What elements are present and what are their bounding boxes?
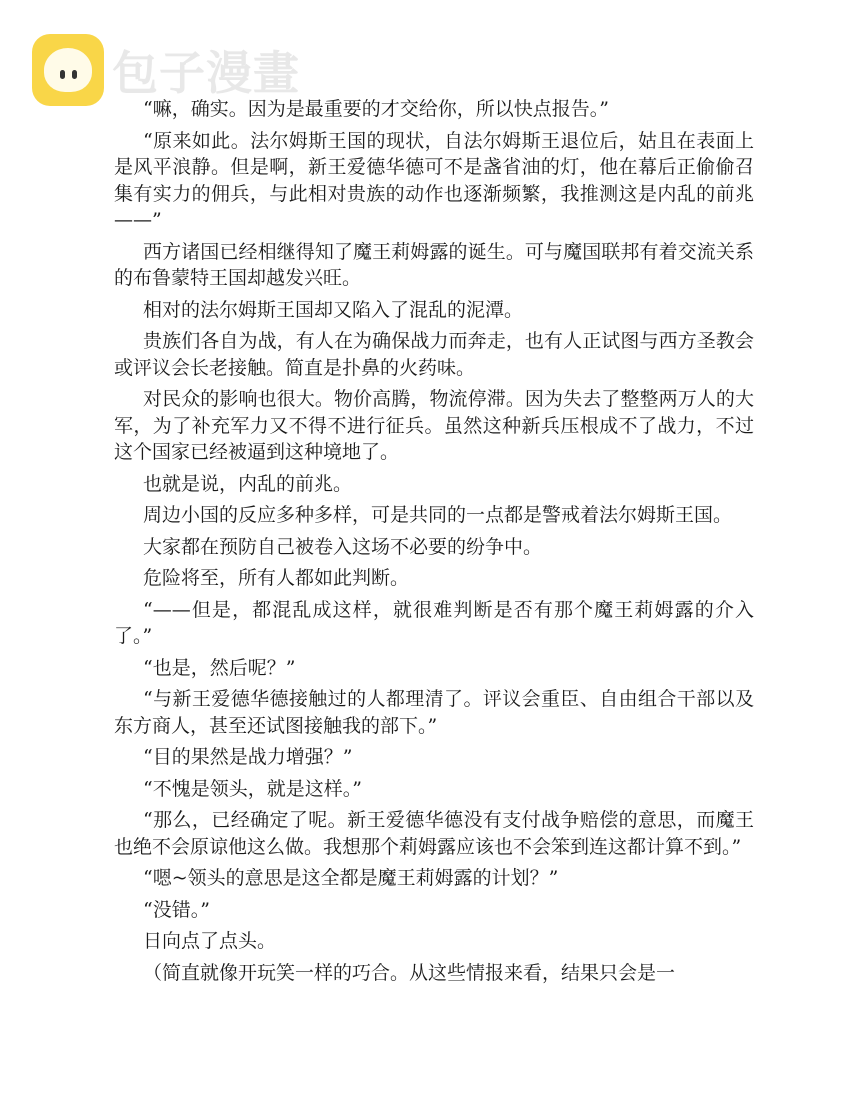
paragraph: 大家都在预防自己被卷入这场不必要的纷争中。 <box>143 535 543 558</box>
page-body <box>114 96 754 991</box>
paragraph: “嗯~领头的意思是这全都是魔王莉姆露的计划？” <box>143 867 559 889</box>
paragraph: 也就是说，内乱的前兆。 <box>143 472 353 495</box>
paragraph: “与新王爱德华德接触过的人都理清了。评议会重臣、自由组合干部以及东方商人，甚至还试图接触我的部下。” <box>114 688 754 737</box>
paragraph: “不愧是领头，就是这样。” <box>143 777 362 800</box>
paragraph: “也是，然后呢？” <box>143 656 296 679</box>
logo-eye-left <box>60 70 65 79</box>
paragraph: “——但是，都混乱成这样，就很难判断是否有那个魔王莉姆露的介入了。” <box>114 598 754 647</box>
paragraph: 周边小国的反应多种多样，可是共同的一点都是警戒着法尔姆斯王国。 <box>143 504 733 526</box>
logo-eye-right <box>72 70 77 79</box>
bun-logo-icon <box>32 34 104 106</box>
paragraph: 西方诸国已经相继得知了魔王莉姆露的诞生。可与魔国联邦有着交流关系的布鲁蒙特王国却越发兴旺。 <box>114 240 754 289</box>
paragraph: 危险将至，所有人都如此判断。 <box>143 567 410 589</box>
paragraph: “原来如此。法尔姆斯王国的现状，自法尔姆斯王退位后，姑且在表面上是风平浪静。但是啊，新王爱德华德可不是盏省油的灯，他在幕后正偷偷召集有实力的佣兵，与此相对贵族的动作也逐渐频繁，我推测这是内乱的前兆——” <box>114 129 754 231</box>
paragraph: “没错。” <box>143 898 210 921</box>
paragraph: 贵族们各自为战，有人在为确保战力而奔走，也有人正试图与西方圣教会或评议会长老接触。简直是扑鼻的火药味。 <box>114 330 754 379</box>
paragraph: “目的果然是战力增强？” <box>143 746 353 768</box>
paragraph: 对民众的影响也很大。物价高腾，物流停滞。因为失去了整整两万人的大军，为了补充军力又不得不进行征兵。虽然这种新兵压根成不了战力，不过这个国家已经被逼到这种境地了。 <box>114 388 754 463</box>
watermark-text: 包子漫畫 <box>112 46 300 100</box>
bun-shape <box>44 48 92 92</box>
paragraph: （简直就像开玩笑一样的巧合。从这些情报来看，结果只会是一 <box>143 961 676 984</box>
paragraph: “嘛，确实。因为是最重要的才交给你，所以快点报告。” <box>143 98 609 120</box>
paragraph: 相对的法尔姆斯王国却又陷入了混乱的泥潭。 <box>143 298 524 321</box>
paragraph: “那么，已经确定了呢。新王爱德华德没有支付战争赔偿的意思，而魔王也绝不会原谅他这么做。我想那个莉姆露应该也不会笨到连这都计算不到。” <box>114 809 754 858</box>
paragraph: 日向点了点头。 <box>143 930 277 952</box>
